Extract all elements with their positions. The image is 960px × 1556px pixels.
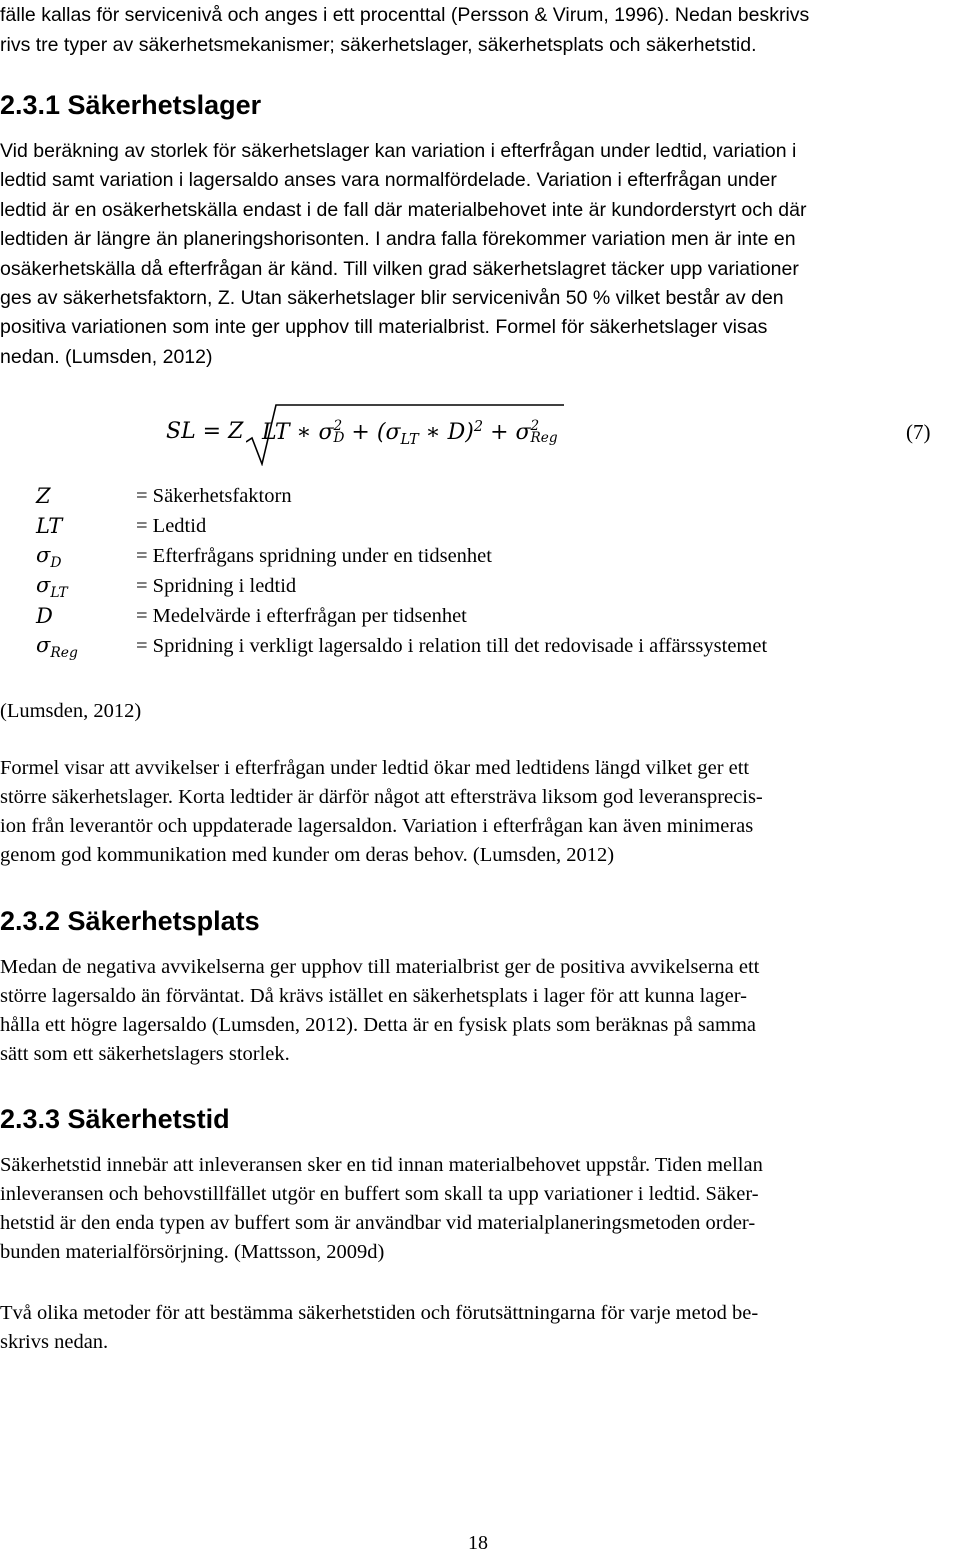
- definition-text: = Spridning i verkligt lagersaldo i relation till det redovisade i affärssystemet: [136, 635, 768, 657]
- section-heading-sakerhetstid: 2.3.3 Säkerhetstid: [0, 1104, 230, 1134]
- text-line: ledtid samt variation i lagersaldo anses vara normalfördelade. Variation i efterfrågan under: [0, 169, 777, 192]
- text-line: sätt som ett säkerhetslagers storlek.: [0, 1043, 290, 1065]
- definition-text: = Säkerhetsfaktorn: [136, 485, 292, 507]
- formula-subscript: LT: [400, 432, 419, 449]
- formula-explanation-paragraph: [0, 754, 960, 870]
- text-line: nedan. (Lumsden, 2012): [0, 345, 213, 368]
- text-line: fälle kallas för servicenivå och anges i ett procenttal (Persson & Virum, 1996). Nedan beskrivs: [0, 4, 810, 26]
- text-line: Vid beräkning av storlek för säkerhetslager kan variation i efterfrågan under ledtid, variation i: [0, 140, 797, 162]
- definition-text: = Spridning i ledtid: [136, 575, 297, 597]
- intro-paragraph: [0, 0, 960, 60]
- text-line: ledtiden är längre än planeringshorisonten. I andra falla förekommer variation men är inte en: [0, 228, 796, 251]
- text-line: genom god kommunikation med kunder om deras behov. (Lumsden, 2012): [0, 844, 615, 866]
- sakerhetsplats-paragraph: [0, 953, 960, 1069]
- text-line: osäkerhetskälla då efterfrågan är känd. Till vilken grad säkerhetslagret täcker upp variationer: [0, 257, 799, 280]
- text-line: större säkerhetslager. Korta ledtider är därför något att eftersträva liksom god leveransprecis-: [0, 786, 763, 808]
- symbol-subscript: LT: [50, 584, 68, 601]
- symbol-subscript: D: [50, 554, 62, 571]
- text-line: Formel visar att avvikelser i efterfrågan under ledtid ökar med ledtidens längd vilket ger ett: [0, 757, 750, 779]
- text-line: Två olika metoder för att bestämma säkerhetstiden och förutsättningarna för varje metod be-: [0, 1302, 759, 1324]
- text-line: rivs tre typer av säkerhetsmekanismer; säkerhetslager, säkerhetsplats och säkerhetstid.: [0, 34, 757, 56]
- formula-sigma: σ: [385, 419, 401, 445]
- text-line: inleveransen och behovstillfället utgör en buffert som skall ta upp variationer i ledtid. Säker-: [0, 1183, 759, 1205]
- definition-symbol: [36, 604, 53, 632]
- formula-lt: LT: [262, 419, 290, 445]
- source-citation: (Lumsden, 2012): [0, 700, 142, 722]
- symbol-main: Z: [36, 484, 51, 508]
- formula-exponent: 2: [473, 419, 484, 435]
- page-number: 18: [468, 1532, 488, 1554]
- formula-supsub: [333, 420, 344, 445]
- text-line: större lagersaldo än förväntat. Då krävs istället en säkerhetsplats i lager för att kunna lager-: [0, 985, 747, 1007]
- equation-number: (7): [906, 420, 931, 444]
- formula-sigma: σ: [515, 419, 531, 445]
- text-line: positiva variationen som inte ger upphov till materialbrist. Formel för säkerhetslager visas: [0, 316, 768, 339]
- formula-d: D: [447, 419, 466, 445]
- text-line: bunden materialförsörjning. (Mattsson, 2009d): [0, 1241, 385, 1263]
- definition-symbol: [36, 543, 61, 571]
- symbol-main: LT: [36, 514, 63, 538]
- definition-text: = Medelvärde i efterfrågan per tidsenhet: [136, 605, 467, 627]
- formula-subscript: D: [333, 430, 345, 447]
- formula-open-paren: (: [376, 419, 386, 445]
- formula-plus: +: [351, 419, 370, 445]
- symbol-subscript: Reg: [50, 644, 78, 661]
- definition-symbol: [36, 573, 68, 601]
- sakerhetstid-paragraph: [0, 1151, 960, 1267]
- text-line: Säkerhetstid innebär att inleveransen sker en tid innan materialbehovet uppstår. Tiden mellan: [0, 1154, 763, 1176]
- methods-intro-paragraph: [0, 1299, 960, 1357]
- text-line: ges av säkerhetsfaktorn, Z. Utan säkerhetslager blir servicenivån 50 % vilket består av den: [0, 287, 784, 310]
- formula-subscript: Reg: [530, 430, 558, 447]
- definition-symbol: [36, 633, 78, 661]
- definition-symbol: [36, 484, 51, 512]
- formula-supsub: [531, 420, 558, 445]
- text-line: ledtid är en osäkerhetskälla endast i de fall där materialbehovet inte är kundorderstyrt och där: [0, 198, 807, 221]
- text-line: skrivs nedan.: [0, 1331, 109, 1353]
- formula-plus: +: [490, 419, 509, 445]
- definition-symbol: [36, 514, 62, 542]
- symbol-main: σ: [36, 633, 51, 657]
- symbol-main: D: [36, 604, 53, 628]
- symbol-main: σ: [36, 573, 51, 597]
- formula-lhs: SL = Z: [166, 419, 244, 444]
- symbol-main: σ: [36, 543, 51, 567]
- text-line: ion från leverantör och uppdaterade lagersaldon. Variation i efterfrågan kan även minimeras: [0, 815, 754, 837]
- text-line: hålla ett högre lagersaldo (Lumsden, 2012). Detta är en fysisk plats som beräknas på samma: [0, 1014, 756, 1036]
- formula-times: ∗: [425, 419, 441, 445]
- definition-text: = Efterfrågans spridning under en tidsenhet: [136, 545, 492, 567]
- formula-close-paren: ): [465, 419, 474, 445]
- formula-exponent: 2: [333, 418, 343, 435]
- formula-radicand: [262, 419, 558, 448]
- text-line: hetstid är den enda typen av buffert som är användbar vid materialplaneringsmetoden order-: [0, 1212, 756, 1234]
- safety-stock-formula: [166, 402, 586, 466]
- text-line: Medan de negativa avvikelserna ger upphov till materialbrist ger de positiva avvikelserna ett: [0, 956, 760, 978]
- formula-exponent: 2: [530, 418, 540, 435]
- formula-sigma: σ: [318, 419, 334, 445]
- section-heading-sakerhetsplats: 2.3.2 Säkerhetsplats: [0, 906, 260, 936]
- formula-times: ∗: [296, 419, 312, 445]
- sakerhetslager-paragraph: [0, 137, 960, 372]
- definition-text: = Ledtid: [136, 515, 207, 537]
- section-heading-sakerhetslager: 2.3.1 Säkerhetslager: [0, 90, 262, 120]
